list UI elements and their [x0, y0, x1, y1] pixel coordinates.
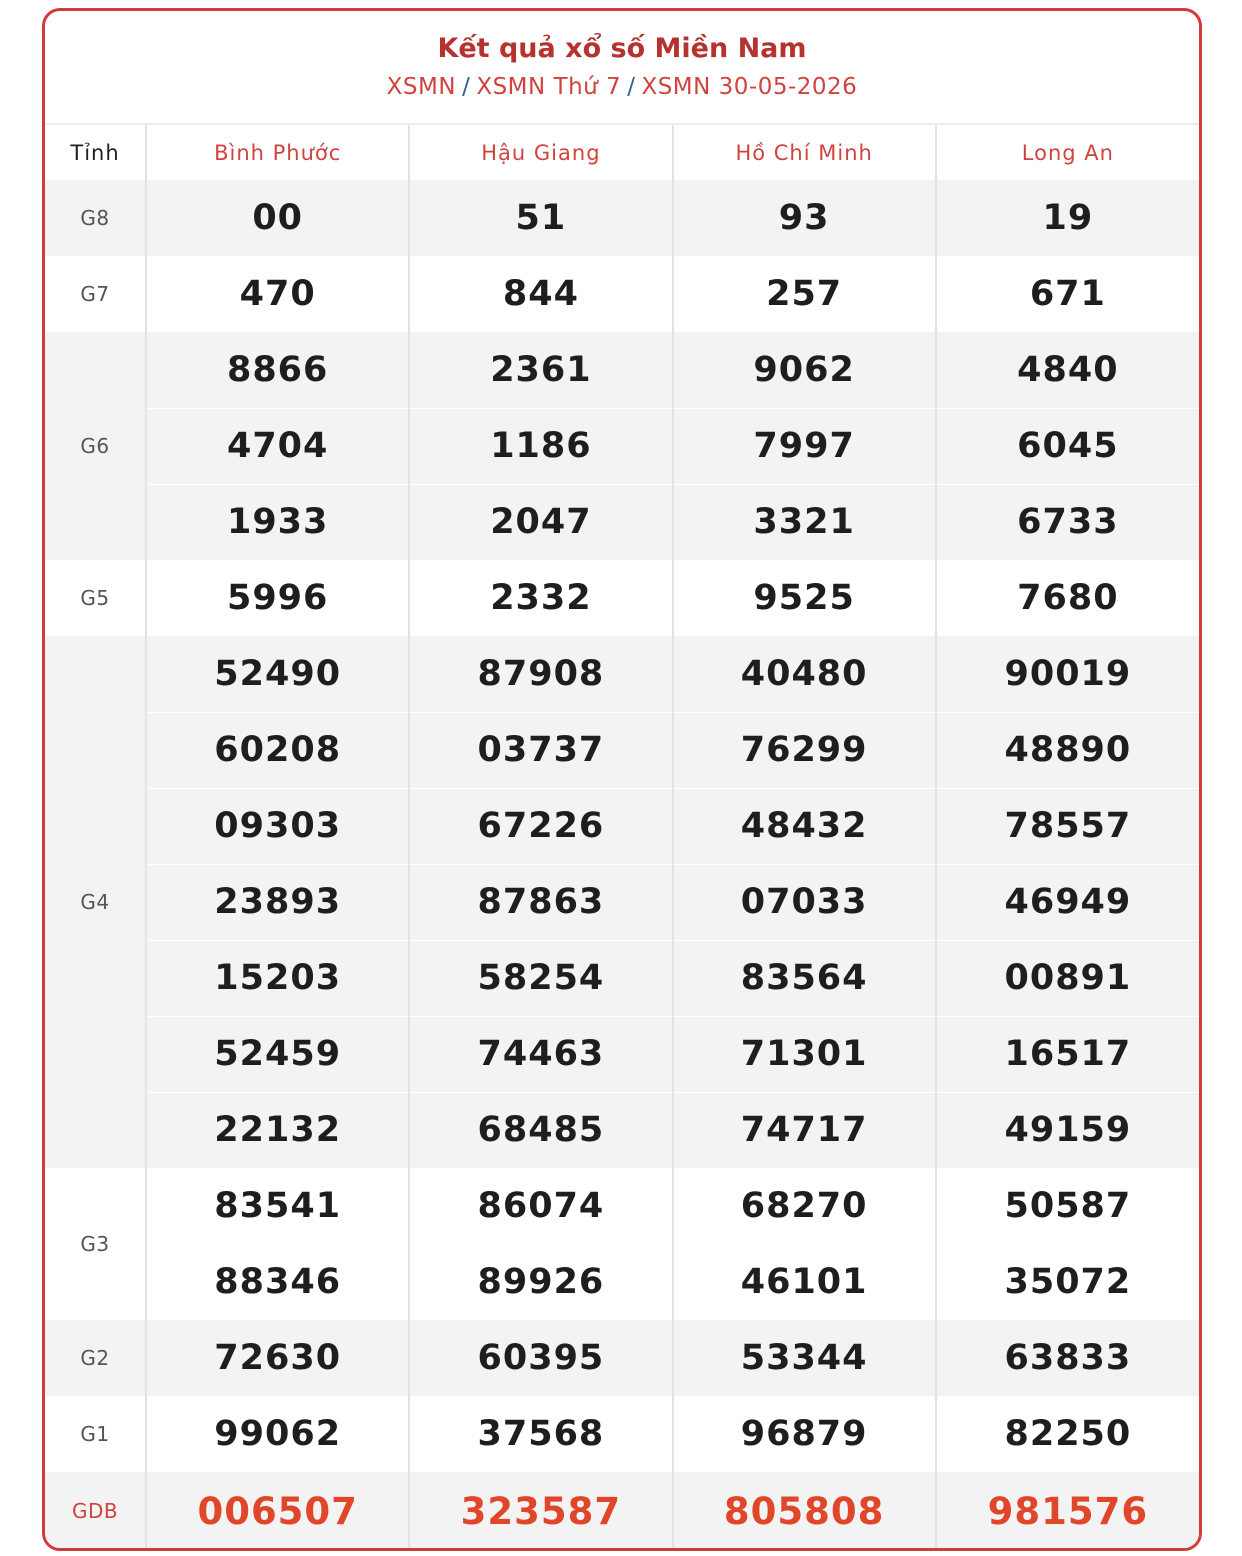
table-row: [45, 636, 1199, 712]
prize-number: 2332: [409, 560, 672, 636]
prize-number: 9062: [673, 332, 936, 408]
prize-label: G5: [80, 586, 110, 610]
table-row: [45, 1396, 1199, 1472]
prize-number: 15203: [146, 940, 409, 1016]
prize-number: 1186: [409, 408, 672, 484]
prize-number: 46101: [673, 1244, 936, 1320]
prize-number: 96879: [673, 1396, 936, 1472]
special-prize-number: 805808: [673, 1472, 936, 1550]
table-row: [45, 864, 1199, 940]
prize-number: 470: [146, 256, 409, 332]
table-row: [45, 712, 1199, 788]
prize-number: 03737: [409, 712, 672, 788]
prize-number: 68485: [409, 1092, 672, 1168]
special-prize-number: 006507: [146, 1472, 409, 1550]
prize-number: 671: [936, 256, 1199, 332]
prize-number: 89926: [409, 1244, 672, 1320]
results-header: [45, 11, 1199, 123]
breadcrumb-separator: /: [462, 74, 471, 100]
prize-number: 35072: [936, 1244, 1199, 1320]
table-row: [45, 560, 1199, 636]
prize-number: 49159: [936, 1092, 1199, 1168]
results-table: [45, 123, 1199, 1550]
prize-label: G7: [80, 282, 110, 306]
prize-number: 48890: [936, 712, 1199, 788]
prize-number: 1933: [146, 484, 409, 560]
table-row: [45, 408, 1199, 484]
prize-number: 40480: [673, 636, 936, 712]
prize-number: 2047: [409, 484, 672, 560]
prize-number: 00891: [936, 940, 1199, 1016]
prize-number: 74717: [673, 1092, 936, 1168]
province-header[interactable]: Bình Phước: [146, 124, 409, 180]
prize-number: 72630: [146, 1320, 409, 1396]
prize-number: 09303: [146, 788, 409, 864]
prize-label: G2: [45, 1320, 146, 1396]
prize-number: 51: [409, 180, 672, 256]
prize-number: 2361: [409, 332, 672, 408]
prize-number: 53344: [673, 1320, 936, 1396]
prize-number: 4704: [146, 408, 409, 484]
prize-number: 3321: [673, 484, 936, 560]
special-prize-number: 323587: [409, 1472, 672, 1550]
table-row: [45, 1244, 1199, 1320]
table-row: [45, 484, 1199, 560]
special-prize-number: 981576: [936, 1472, 1199, 1550]
prize-number: 68270: [673, 1168, 936, 1244]
table-row: [45, 1320, 1199, 1396]
prize-number: 78557: [936, 788, 1199, 864]
table-row: [45, 1168, 1199, 1244]
table-row: [45, 256, 1199, 332]
prize-label: GDB: [45, 1472, 146, 1550]
prize-number: 16517: [936, 1016, 1199, 1092]
prize-number: 8866: [146, 332, 409, 408]
results-body: [45, 180, 1199, 1550]
prize-label: G8: [45, 180, 146, 256]
province-header[interactable]: Long An: [936, 124, 1199, 180]
prize-label: G3: [80, 1232, 110, 1256]
page-title: Kết quả xổ số Miền Nam: [437, 33, 807, 64]
prize-number: 4840: [936, 332, 1199, 408]
province-header[interactable]: Hồ Chí Minh: [673, 124, 936, 180]
prize-number: 82250: [936, 1396, 1199, 1472]
breadcrumb-separator: /: [627, 74, 636, 100]
prize-number: 9525: [673, 560, 936, 636]
prize-number: 83564: [673, 940, 936, 1016]
prize-number: 86074: [409, 1168, 672, 1244]
province-column-label: Tỉnh: [45, 124, 146, 180]
prize-label: G1: [80, 1422, 110, 1446]
province-header[interactable]: Hậu Giang: [409, 124, 672, 180]
prize-number: 7997: [673, 408, 936, 484]
prize-number: 76299: [673, 712, 936, 788]
breadcrumb: [45, 71, 1199, 103]
prize-number: 58254: [409, 940, 672, 1016]
prize-number: 844: [409, 256, 672, 332]
prize-number: 257: [673, 256, 936, 332]
table-header-row: [45, 124, 1199, 180]
prize-number: 60395: [409, 1320, 672, 1396]
table-row: [45, 332, 1199, 408]
table-row: [45, 1092, 1199, 1168]
prize-number: 90019: [936, 636, 1199, 712]
prize-number: 93: [673, 180, 936, 256]
prize-number: 87863: [409, 864, 672, 940]
prize-number: 67226: [409, 788, 672, 864]
prize-number: 63833: [936, 1320, 1199, 1396]
breadcrumb-xsmn-date[interactable]: XSMN 30-05-2026: [641, 74, 858, 100]
breadcrumb-xsmn-weekday[interactable]: XSMN Thứ 7: [476, 74, 622, 100]
table-row: [45, 1472, 1199, 1550]
prize-number: 60208: [146, 712, 409, 788]
prize-number: 48432: [673, 788, 936, 864]
prize-number: 71301: [673, 1016, 936, 1092]
prize-number: 88346: [146, 1244, 409, 1320]
prize-number: 50587: [936, 1168, 1199, 1244]
prize-number: 52459: [146, 1016, 409, 1092]
prize-number: 52490: [146, 636, 409, 712]
table-row: [45, 180, 1199, 256]
prize-number: 00: [146, 180, 409, 256]
prize-number: 07033: [673, 864, 936, 940]
prize-number: 6733: [936, 484, 1199, 560]
results-card: [42, 8, 1202, 1551]
prize-label: G4: [45, 636, 146, 1168]
prize-number: 37568: [409, 1396, 672, 1472]
prize-number: 19: [936, 180, 1199, 256]
table-row: [45, 788, 1199, 864]
prize-number: 74463: [409, 1016, 672, 1092]
prize-number: 6045: [936, 408, 1199, 484]
prize-number: 99062: [146, 1396, 409, 1472]
table-row: [45, 940, 1199, 1016]
prize-number: 7680: [936, 560, 1199, 636]
prize-number: 23893: [146, 864, 409, 940]
prize-number: 5996: [146, 560, 409, 636]
table-row: [45, 1016, 1199, 1092]
breadcrumb-xsmn[interactable]: XSMN: [386, 74, 457, 100]
prize-label: G6: [45, 332, 146, 560]
prize-number: 87908: [409, 636, 672, 712]
prize-number: 22132: [146, 1092, 409, 1168]
prize-number: 83541: [146, 1168, 409, 1244]
prize-number: 46949: [936, 864, 1199, 940]
